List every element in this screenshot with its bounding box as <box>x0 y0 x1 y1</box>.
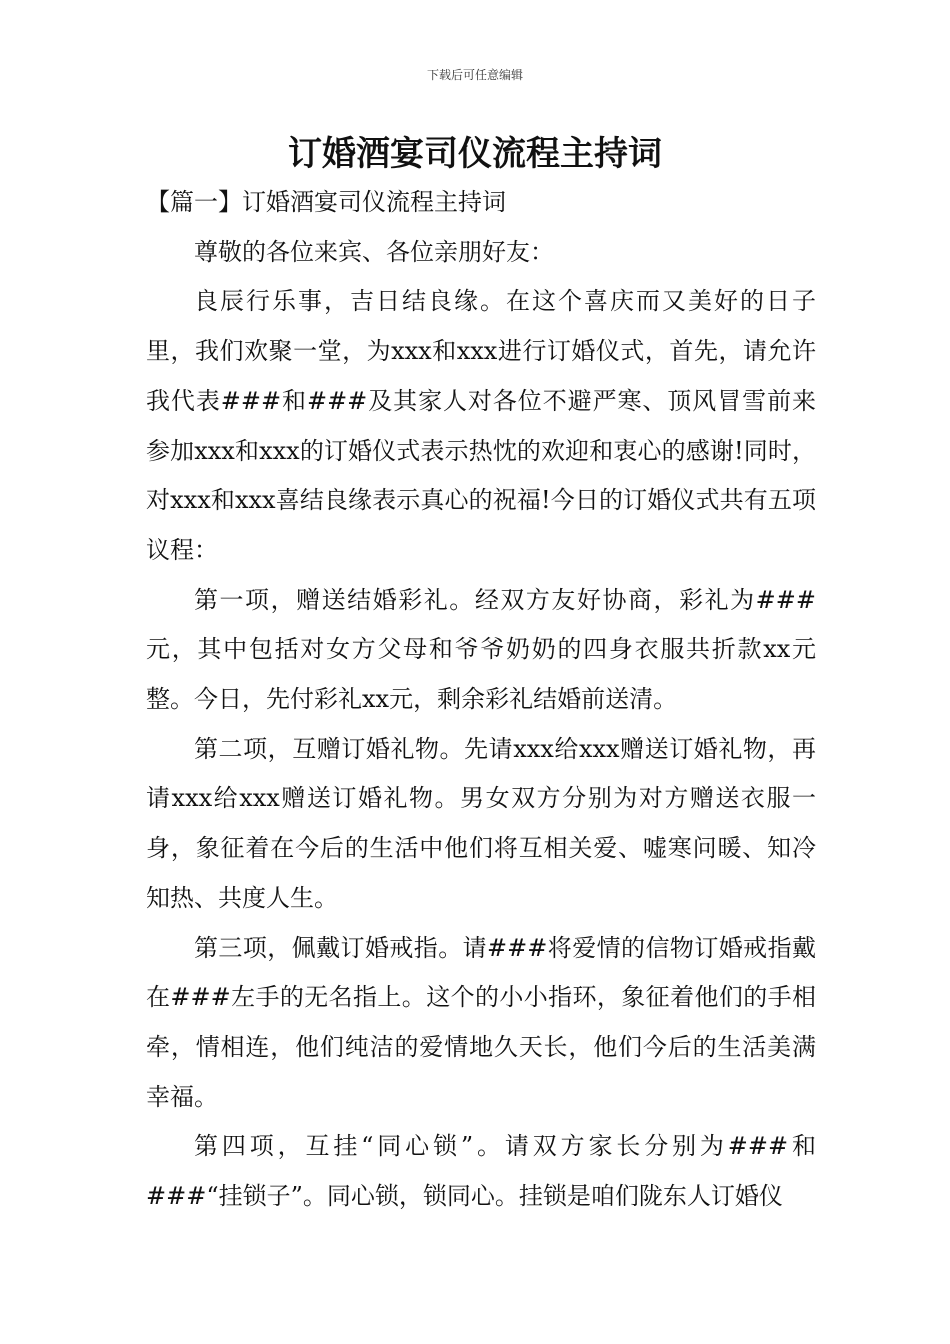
paragraph-greeting: 尊敬的各位来宾、各位亲朋好友： <box>194 237 554 266</box>
paragraph-item-2: 第二项，互赠订婚礼物。先请xxx给xxx赠送订婚礼物，再请xxx给xxx赠送订婚礼物。男女双方分别为对方赠送衣服一身，象征着在今后的生活中他们将互相关爱、嘘寒问暖、知冷知热、共度人生。 <box>146 734 816 912</box>
section-heading: 【篇一】订婚酒宴司仪流程主持词 <box>146 188 506 216</box>
document-title: 订婚酒宴司仪流程主持词 <box>288 134 662 174</box>
paragraph-item-1: 第一项，赠送结婚彩礼。经双方友好协商，彩礼为###元，其中包括对女方父母和爷爷奶奶的四身衣服共折款xx元整。今日，先付彩礼xx元，剩余彩礼结婚前送清。 <box>146 585 816 714</box>
page-header-note: 下载后可任意编辑 <box>426 68 523 82</box>
paragraph-item-4: 第四项，互挂“同心锁”。请双方家长分别为###和###“挂锁子”。同心锁，锁同心。挂锁是咱们陇东人订婚仪 <box>146 1132 816 1211</box>
paragraph-intro: 良辰行乐事，吉日结良缘。在这个喜庆而又美好的日子里，我们欢聚一堂，为xxx和xxx进行订婚仪式，首先，请允许我代表###和###及其家人对各位不避严寒、顶风冒雪前来参加xxx和xxx的订婚仪式表示热忱的欢迎和衷心的感谢!同时，对xxx和xxx喜结良缘表示真心的祝福!今日的订婚仪式共有五项议程： <box>146 287 816 564</box>
paragraph-item-3: 第三项，佩戴订婚戒指。请###将爱情的信物订婚戒指戴在###左手的无名指上。这个的小小指环，象征着他们的手相牵，情相连，他们纯洁的爱情地久天长，他们今后的生活美满幸福。 <box>146 933 816 1111</box>
document-body <box>146 178 816 1222</box>
